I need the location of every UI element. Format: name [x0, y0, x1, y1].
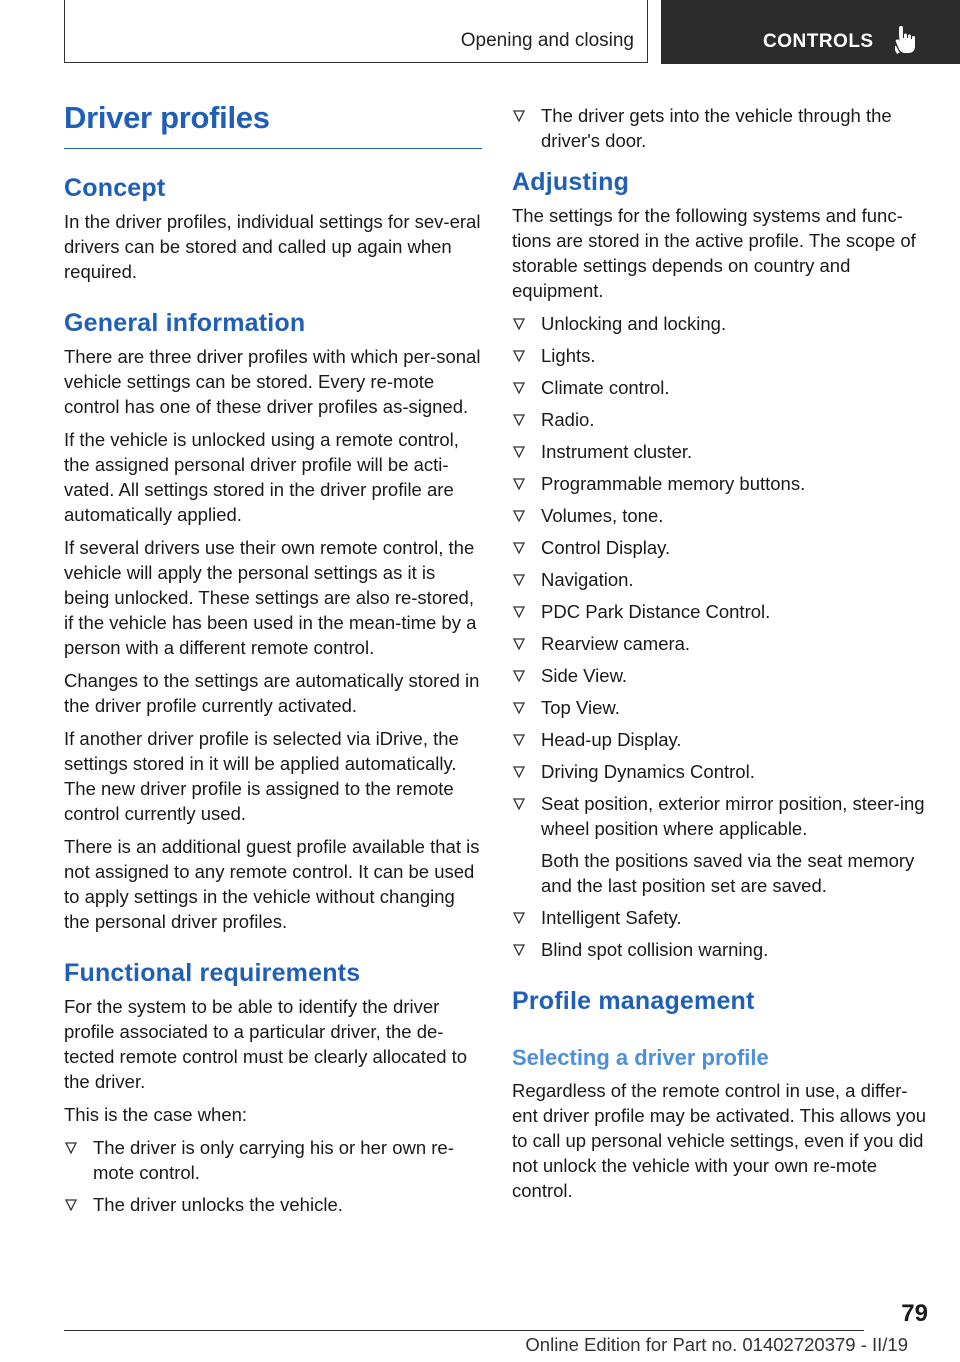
- list-item: [512, 631, 932, 656]
- list-item-text: Intelligent Safety.: [541, 907, 682, 928]
- triangle-bullet-icon: [513, 510, 525, 522]
- list-item-text: Rearview camera.: [541, 633, 691, 654]
- triangle-bullet-icon: [513, 478, 525, 490]
- adjusting-heading: Adjusting: [512, 168, 630, 196]
- requirement-list-continued: [512, 103, 932, 153]
- list-item: [512, 343, 932, 368]
- list-item: [512, 439, 932, 464]
- requirement-list: [64, 1135, 482, 1217]
- list-item: [512, 471, 932, 496]
- general-paragraph: If the vehicle is unlocked using a remote control, the assigned personal driver profile will be acti‐vated. All settings stored in the driver profile are automatically applied.: [64, 429, 459, 525]
- list-item-text: Unlocking and locking.: [541, 313, 727, 334]
- list-item-text: Volumes, tone.: [541, 505, 664, 526]
- triangle-bullet-icon: [513, 944, 525, 956]
- triangle-bullet-icon: [513, 766, 525, 778]
- list-item-text: Blind spot collision warning.: [541, 939, 769, 960]
- list-item: [512, 791, 932, 898]
- left-column: [64, 100, 482, 1224]
- triangle-bullet-icon: [513, 734, 525, 746]
- triangle-bullet-icon: [513, 350, 525, 362]
- general-paragraph: Changes to the settings are automatically stored in the driver profile currently activated.: [64, 670, 480, 716]
- chapter-label: CONTROLS: [763, 31, 874, 52]
- edition-note: Online Edition for Part no. 01402720379 - II/19: [525, 1334, 908, 1355]
- list-item: [512, 663, 932, 688]
- list-item: [64, 1135, 482, 1185]
- general-paragraph: There are three driver profiles with which per‐sonal vehicle settings can be stored. Every re‐mote control has one of these driver profiles as‐signed.: [64, 346, 481, 417]
- triangle-bullet-icon: [65, 1199, 77, 1211]
- general-paragraph: There is an additional guest profile available that is not assigned to any remote control. It can be used to apply settings in the vehicle without changing the personal driver profiles.: [64, 836, 480, 932]
- triangle-bullet-icon: [513, 446, 525, 458]
- list-item: [64, 1192, 482, 1217]
- list-item: [512, 599, 932, 624]
- list-item: [512, 695, 932, 720]
- settings-list: [512, 311, 932, 962]
- list-item: [512, 937, 932, 962]
- selecting-profile-text: Regardless of the remote control in use, a differ‐ent driver profile may be activated. This allows you to call up personal vehicle settings, even if you did not unlock the vehicle with your own re‐mote control.: [512, 1080, 927, 1201]
- page-title: Driver profiles: [64, 100, 482, 149]
- list-item-text: Seat position, exterior mirror position, steer‐ing wheel position where applicable.: [541, 793, 925, 839]
- list-item: [512, 103, 932, 153]
- list-item-text: Side View.: [541, 665, 628, 686]
- general-info-heading: General information: [64, 309, 306, 337]
- list-item: [512, 567, 932, 592]
- triangle-bullet-icon: [513, 912, 525, 924]
- profile-management-heading: Profile management: [512, 987, 755, 1015]
- triangle-bullet-icon: [513, 574, 525, 586]
- list-item-text: PDC Park Distance Control.: [541, 601, 771, 622]
- list-item: [512, 407, 932, 432]
- list-item: [512, 375, 932, 400]
- list-item-text: Driving Dynamics Control.: [541, 761, 755, 782]
- section-label: Opening and closing: [460, 30, 634, 51]
- list-item-text: Lights.: [541, 345, 596, 366]
- list-item: [512, 311, 932, 336]
- functional-req-heading: Functional requirements: [64, 959, 361, 987]
- list-item: [512, 535, 932, 560]
- functional-text: For the system to be able to identify the driver profile associated to a particular driver, the de‐tected remote control must be clearly allocated to the driver.: [64, 996, 468, 1092]
- concept-text: In the driver profiles, individual settings for sev‐eral drivers can be stored and called up again when required.: [64, 211, 481, 282]
- list-item-text: Instrument cluster.: [541, 441, 693, 462]
- list-item-text: Top View.: [541, 697, 620, 718]
- running-header-section: [64, 0, 648, 63]
- triangle-bullet-icon: [65, 1142, 77, 1154]
- adjusting-text: The settings for the following systems and func‐tions are stored in the active profile. The scope of storable settings depends on country and equipment.: [512, 205, 916, 301]
- triangle-bullet-icon: [513, 382, 525, 394]
- case-intro: This is the case when:: [64, 1104, 248, 1125]
- general-paragraph: If another driver profile is selected via iDrive, the settings stored in it will be applied automatically. The new driver profile is assigned to the remote control currently used.: [64, 728, 459, 824]
- pointing-hand-icon: [895, 26, 921, 54]
- list-item-text: The driver unlocks the vehicle.: [93, 1194, 343, 1215]
- seat-memory-note: Both the positions saved via the seat memory and the last position set are saved.: [541, 850, 915, 896]
- triangle-bullet-icon: [513, 638, 525, 650]
- general-paragraph: If several drivers use their own remote control, the vehicle will apply the personal settings as it is being unlocked. These settings are also re‐stored, if the vehicle has been used in the mean‐time by a person with a different remote control.: [64, 537, 477, 658]
- list-item: [512, 905, 932, 930]
- triangle-bullet-icon: [513, 702, 525, 714]
- page-number: 79: [901, 1300, 928, 1327]
- list-item-text: The driver is only carrying his or her own re‐mote control.: [93, 1137, 454, 1183]
- chapter-tab: [661, 0, 960, 64]
- concept-heading: Concept: [64, 174, 166, 202]
- triangle-bullet-icon: [513, 414, 525, 426]
- triangle-bullet-icon: [513, 542, 525, 554]
- list-item-text: Radio.: [541, 409, 595, 430]
- right-column: [512, 103, 932, 1211]
- triangle-bullet-icon: [513, 670, 525, 682]
- list-item-text: Head-up Display.: [541, 729, 682, 750]
- list-item-text: Navigation.: [541, 569, 634, 590]
- triangle-bullet-icon: [513, 110, 525, 122]
- triangle-bullet-icon: [513, 798, 525, 810]
- triangle-bullet-icon: [513, 318, 525, 330]
- list-item-text: Programmable memory buttons.: [541, 473, 806, 494]
- list-item: [512, 727, 932, 752]
- selecting-profile-heading: Selecting a driver profile: [512, 1045, 769, 1070]
- list-item: [512, 759, 932, 784]
- triangle-bullet-icon: [513, 606, 525, 618]
- list-item-text: The driver gets into the vehicle through the driver's door.: [541, 105, 892, 151]
- footer-divider: [64, 1330, 864, 1331]
- list-item-text: Control Display.: [541, 537, 671, 558]
- list-item-text: Climate control.: [541, 377, 670, 398]
- list-item: [512, 503, 932, 528]
